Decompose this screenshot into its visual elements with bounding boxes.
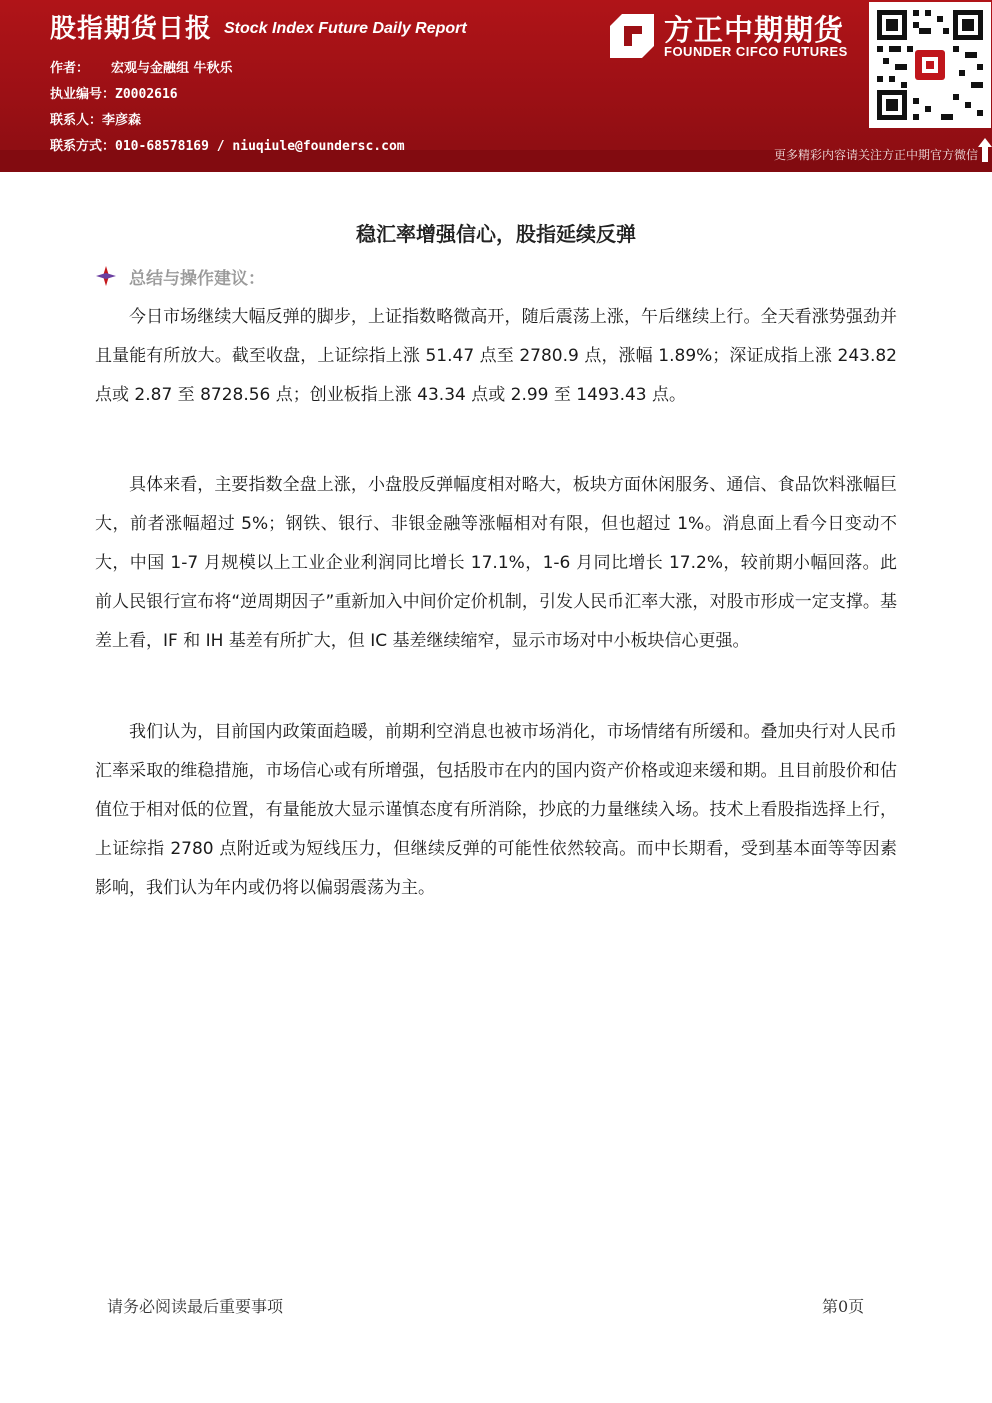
contact-label: 联系人： xyxy=(50,113,103,128)
logo-mark-icon xyxy=(608,12,656,60)
report-header xyxy=(0,0,992,172)
author-value: 宏观与金融组 牛秋乐 xyxy=(111,61,233,76)
paragraph-1: 今日市场继续大幅反弹的脚步，上证指数略微高开，随后震荡上涨，午后继续上行。全天看涨势强劲并且量能有所放大。截至收盘，上证综指上涨 51.47 点至 2780.9 点，涨幅 1.89%；深证成指上涨 243.82 点或 2.87 至 8728.56 点；创业板指上涨 43.34 点或 2.99 至 1493.43 点。 xyxy=(95,307,897,405)
contact-line xyxy=(50,109,141,128)
paragraph-3: 我们认为，目前国内政策面趋暖，前期利空消息也被市场消化，市场情绪有所缓和。叠加央行对人民币汇率采取的维稳措施，市场信心或有所增强，包括股市在内的国内资产价格或迎来缓和期。且目前股价和估值位于相对低的位置，有量能放大显示谨慎态度有所消除，抄底的力量继续入场。技术上看股指选择上行，上证综指 2780 点附近或为短线压力，但继续反弹的可能性依然较高。而中长期看，受到基本面等等因素影响，我们认为年内或仍将以偏弱震荡为主。 xyxy=(95,722,897,898)
page-number: 第0页 xyxy=(822,1297,865,1316)
author-label: 作者： xyxy=(50,61,90,76)
phone-label: 联系方式： xyxy=(50,139,116,154)
document-title: 稳汇率增强信心，股指延续反弹 xyxy=(356,222,636,246)
section-heading xyxy=(95,264,265,288)
report-title-en: Stock Index Future Daily Report xyxy=(224,20,467,37)
license-line xyxy=(50,83,178,102)
author-line xyxy=(50,57,233,76)
license-label: 执业编号： xyxy=(50,87,116,102)
paragraph-2: 具体来看，主要指数全盘上涨，小盘股反弹幅度相对略大，板块方面休闲服务、通信、食品饮料涨幅巨大，前者涨幅超过 5%；钢铁、银行、非银金融等涨幅相对有限，但也超过 1%。消息面上看今日变动不大，中国 1-7 月规模以上工业企业利润同比增长 17.1%，1-6 月同比增长 17.2%，较前期小幅回落。此前人民银行宣布将“逆周期因子”重新加入中间价定价机制，引发人民币汇率大涨，对股市形成一定支撑。基差上看，IF 和 IH 基差有所扩大，但 IC 基差继续缩窄，显示市场对中小板块信心更强。 xyxy=(95,475,897,651)
up-arrow-icon xyxy=(978,138,992,162)
phone-line xyxy=(50,135,405,154)
company-logo xyxy=(608,8,863,66)
logo-text-cn: 方正中期期货 xyxy=(664,13,845,47)
qr-code-icon xyxy=(869,2,991,128)
diamond-bullet-icon xyxy=(95,265,117,287)
phone-value[interactable]: 010-68578169 / niuqiule@foundersc.com xyxy=(115,139,405,154)
report-title: 股指期货日报 xyxy=(50,14,213,44)
wechat-note: 更多精彩内容请关注方正中期官方微信 xyxy=(773,148,978,162)
footer-note: 请务必阅读最后重要事项 xyxy=(107,1297,284,1316)
license-value: Z0002616 xyxy=(115,87,178,102)
logo-text-en: FOUNDER CIFCO FUTURES xyxy=(664,44,848,59)
contact-value: 李彦森 xyxy=(102,113,142,128)
section-label: 总结与操作建议： xyxy=(129,268,265,289)
